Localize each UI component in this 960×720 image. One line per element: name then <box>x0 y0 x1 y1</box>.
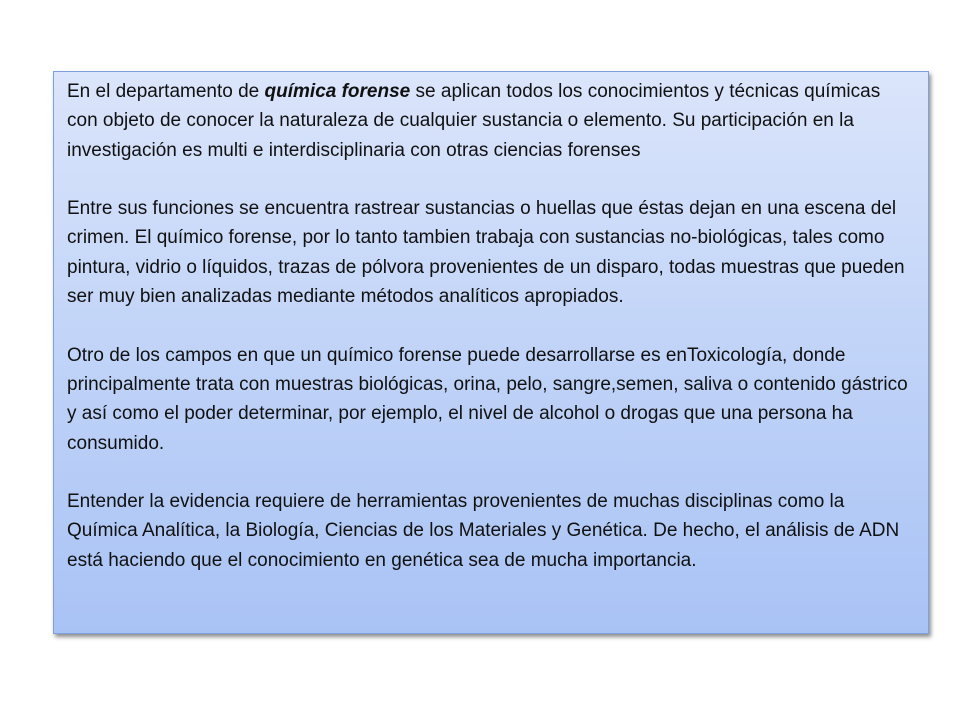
paragraph-toxicologia: Otro de los campos en que un químico forense puede desarrollarse es enToxicología, donde principalmente trata con muestras biológicas, orina, pelo, sangre,semen, saliva o contenido gástrico y así como el poder determinar, por ejemplo, el nivel de alcohol o drogas que una persona ha consumido. <box>67 344 908 454</box>
text-box <box>53 71 929 634</box>
paragraph-1-rest: se aplican todos los conocimientos y técnicas químicas con objeto de conocer la naturaleza de cualquier sustancia o elemento. Su participación en la investigación es multi e interdisciplinaria con otras ciencias forenses <box>67 81 881 161</box>
paragraph-quimica-forense <box>67 77 916 165</box>
emphasis-quimica-forense: química forense <box>264 81 411 102</box>
paragraph-1-intro: En el departamento de <box>67 81 265 102</box>
paragraph-funciones: Entre sus funciones se encuentra rastrear sustancias o huellas que éstas dejan en una escena del crimen. El químico forense, por lo tanto tambien trabaja con sustancias no-biológicas, tales como pintura, vidrio o líquidos, trazas de pólvora provenientes de un disparo, todas muestras que pueden ser muy bien analizadas mediante métodos analíticos apropiados. <box>67 198 905 308</box>
paragraph-evidencia: Entender la evidencia requiere de herramientas provenientes de muchas disciplinas como la Química Analítica, la Biología, Ciencias de los Materiales y Genética. De hecho, el análisis de ADN está haciendo que el conocimiento en genética sea de mucha importancia. <box>67 491 900 571</box>
